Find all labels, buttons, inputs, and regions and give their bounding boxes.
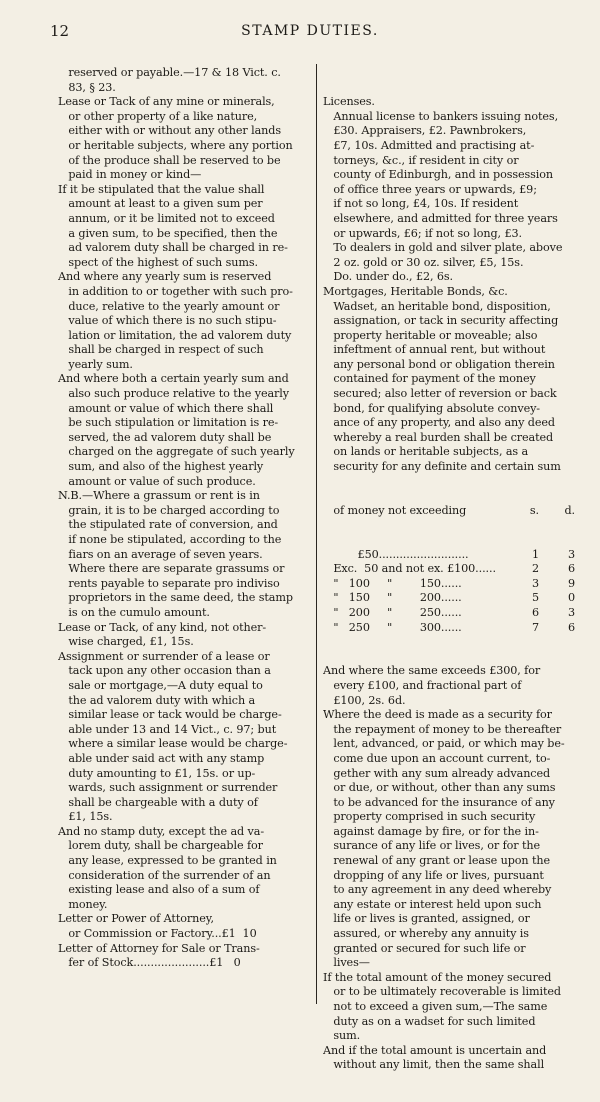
text-line: Letter or Power of Attorney, [58,912,214,926]
text-line: to any agreement in any deed whereby [323,883,552,897]
text-line: is on the cumulo amount. [58,605,210,619]
text-line: a given sum, to be specified, then the [58,226,278,240]
text-line: elsewhere, and admitted for three years [323,211,558,225]
text-line: any personal bond or obligation therein [323,357,555,371]
text-line: value of which there is no such stipu- [58,314,277,328]
text-line: any estate or interest held upon such [323,897,542,911]
duty-shillings: 3 [531,576,539,590]
text-line: on lands or heritable subjects, as a [323,445,529,459]
text-line: fer of Stock......................£1 0 [58,956,241,970]
duty-table-row [323,621,581,636]
text-line: lorem duty, shall be chargeable for [58,839,263,853]
text-line: tack upon any other occasion than a [58,664,271,678]
text-line: of the produce shall be reserved to be [58,153,281,167]
text-line: able under said act with any stamp [58,751,265,765]
text-line: county of Edinburgh, and in possession [323,168,554,182]
duty-shillings: 7 [531,620,539,634]
text-line: surance of any life or lives, or for the [323,839,540,853]
text-line: If it be stipulated that the value shall [58,182,265,196]
text-line: or due, or without, other than any sums [323,781,556,795]
duty-table-header-label: of money not exceeding [323,503,467,517]
text-line: duty as on a wadset for such limited [323,1014,536,1028]
text-line: Mortgages, Heritable Bonds, &c. [323,284,508,298]
text-line: yearly sum. [58,357,133,371]
text-line: £30. Appraisers, £2. Pawnbrokers, [323,124,527,138]
text-line: amount or value of which there shall [58,401,274,415]
text-line: contained for payment of the money [323,372,536,386]
text-line: life or lives is granted, assigned, or [323,912,530,926]
text-line: without any limit, then the same shall [323,1058,545,1072]
text-line: Wadset, an heritable bond, disposition, [323,299,551,313]
text-line: secured; also letter of reversion or back [323,387,557,401]
text-line: lent, advanced, or paid, or which may be- [323,737,565,751]
text-line: assured, or whereby any annuity is [323,927,529,941]
text-line: if none be stipulated, according to the [58,533,282,546]
duty-pence: 3 [567,605,575,619]
text-line: or heritable subjects, where any portion [58,138,293,152]
duty-shillings: 2 [531,562,539,576]
text-line: sum. [323,1029,361,1043]
text-line: 2 oz. gold or 30 oz. silver, £5, 15s. [323,255,524,269]
text-line: spect of the highest of such sums. [58,255,258,269]
text-line: Where there are separate grassums or [58,562,285,576]
text-line: assignation, or tack in security affecting [323,314,559,328]
left-column [58,66,310,971]
text-line: either with or without any other lands [58,124,281,138]
text-line: dropping of any life or lives, pursuant [323,868,544,882]
duty-shillings: 5 [531,591,539,605]
text-line: bond, for qualifying absolute convey- [323,401,540,415]
duty-range: " 150 " 200...... [323,591,462,605]
text-line: the ad valorem duty with which a [58,693,256,707]
text-line: infeftment of annual rent, but without [323,343,546,357]
text-line: to be advanced for the insurance of any [323,795,555,809]
duty-pence: 3 [567,547,575,561]
text-line: Do. under do., £2, 6s. [323,270,454,284]
duty-pence: 9 [567,576,575,590]
text-line: N.B.—Where a grassum or rent is in [58,489,260,503]
text-line: rents payable to separate pro indiviso [58,576,280,590]
text-line: And where the same exceeds £300, for [323,664,541,678]
text-line: If the total amount of the money secured [323,970,552,984]
text-line: property heritable or moveable; also [323,328,538,342]
text-line: in addition to or together with such pro- [58,284,293,298]
text-line: duty amounting to £1, 15s. or up- [58,766,256,780]
duty-table-row [323,606,581,621]
text-line: where a similar lease would be charge- [58,737,288,751]
text-line: Lease or Tack, of any kind, not other- [58,620,267,634]
pence-header: d. [564,503,575,517]
duty-table-row [323,562,581,577]
text-line: against damage by fire, or for the in- [323,824,539,838]
text-line: To dealers in gold and silver plate, above [323,241,563,255]
page-header [50,22,570,44]
duty-range: £50.......................... [323,547,469,561]
duty-shillings: 6 [531,605,539,619]
text-line: And where both a certain yearly sum and [58,372,289,386]
page-number: 12 [50,22,70,40]
text-line: similar lease or tack would be charge- [58,708,282,722]
duty-pence: 0 [567,591,575,605]
text-line: shall be charged in respect of such [58,343,264,357]
right-column [323,66,581,1102]
text-line: duce, relative to the yearly amount or [58,299,280,313]
text-line: sum, and also of the highest yearly [58,460,264,474]
text-line: if not so long, £4, 10s. If resident [323,197,519,211]
duty-table [323,548,581,636]
text-line: amount at least to a given sum per [58,197,263,211]
text-line: annum, or it be limited not to exceed [58,211,275,225]
text-line: grain, it is to be charged according to [58,503,280,517]
text-line: Assignment or surrender of a lease or [58,649,270,663]
text-line: every £100, and fractional part of [323,678,522,692]
text-line: shall be chargeable with a duty of [58,795,258,809]
column-divider [316,64,317,1004]
duty-range: " 250 " 300...... [323,620,462,634]
text-line: able under 13 and 14 Vict., c. 97; but [58,722,277,736]
right-column-text-bottom [323,664,581,1073]
text-line: or Commission or Factory...£1 10 [58,927,257,941]
text-line: or other property of a like nature, [58,109,258,123]
right-column-text-top [323,95,581,474]
text-line: And where any yearly sum is reserved [58,270,272,284]
duty-table-row [323,548,581,563]
text-line: 83, § 23. [58,80,116,94]
duty-pence: 6 [567,620,575,634]
running-title: STAMP DUTIES. [241,23,379,39]
text-line: come due upon an account current, to- [323,751,551,765]
duty-range: " 200 " 250...... [323,605,462,619]
text-line: lives— [323,956,370,970]
text-line: money. [58,897,108,911]
duty-range: " 100 " 150...... [323,576,462,590]
duty-table-row [323,591,581,606]
text-line: of office three years or upwards, £9; [323,182,537,196]
text-line: paid in money or kind— [58,168,202,182]
text-line: And no stamp duty, except the ad va- [58,824,265,838]
text-line: the repayment of money to be thereafter [323,722,562,736]
text-line: also such produce relative to the yearly [58,387,289,401]
text-line: £7, 10s. Admitted and practising at- [323,138,535,152]
text-line: torneys, &c., if resident in city or [323,153,519,167]
text-line: property comprised in such security [323,810,536,824]
text-line: whereby a real burden shall be created [323,430,554,444]
text-line: served, the ad valorem duty shall be [58,430,272,444]
duty-table-header [323,504,581,519]
text-line: fiars on an average of seven years. [58,547,263,561]
text-line: any lease, expressed to be granted in [58,854,277,868]
text-line: existing lease and also of a sum of [58,883,260,897]
text-line: Licenses. [323,95,375,109]
text-line: granted or secured for such life or [323,941,526,955]
text-line: Letter of Attorney for Sale or Trans- [58,941,260,955]
text-line: be such stipulation or limitation is re- [58,416,279,430]
text-line: gether with any sum already advanced [323,766,551,780]
duty-shillings: 1 [531,547,539,561]
text-line: wise charged, £1, 15s. [58,635,194,649]
text-line: renewal of any grant or lease upon the [323,854,550,868]
text-line: wards, such assignment or surrender [58,781,278,795]
text-line: security for any definite and certain sum [323,460,561,474]
text-line: Where the deed is made as a security for [323,708,552,722]
text-line: Annual license to bankers issuing notes, [323,109,559,123]
text-line: ad valorem duty shall be charged in re- [58,241,288,255]
text-line: not to exceed a given sum,—The same [323,1000,548,1013]
text-line: reserved or payable.—17 & 18 Vict. c. [58,66,281,79]
text-line: £100, 2s. 6d. [323,693,406,707]
text-line: or to be ultimately recoverable is limited [323,985,561,999]
text-line: consideration of the surrender of an [58,868,271,882]
duty-pence: 6 [567,562,575,576]
text-line: sale or mortgage,—A duty equal to [58,678,263,692]
shillings-header: s. [529,503,539,517]
text-line: £1, 15s. [58,810,113,824]
text-line: ance of any property, and also any deed [323,416,555,430]
duty-range: Exc. 50 and not ex. £100...... [323,562,496,576]
text-line: lation or limitation, the ad valorem duty [58,328,292,342]
text-line: amount or value of such produce. [58,474,256,488]
text-line: And if the total amount is uncertain and [323,1043,547,1057]
duty-table-row [323,577,581,592]
text-line: Lease or Tack of any mine or minerals, [58,95,275,109]
text-line: proprietors in the same deed, the stamp [58,591,293,605]
text-line: or upwards, £6; if not so long, £3. [323,226,522,240]
text-line: charged on the aggregate of such yearly [58,445,295,459]
text-line: the stipulated rate of conversion, and [58,518,278,532]
